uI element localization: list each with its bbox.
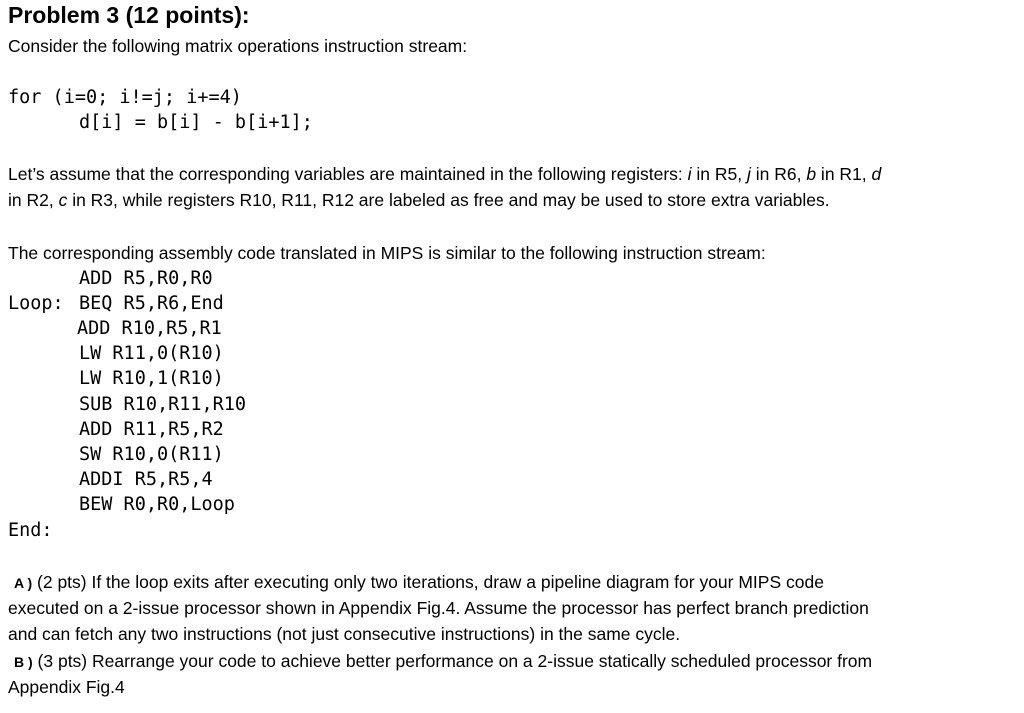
- question-a-line-2: executed on a 2-issue processor shown in Appendix Fig.4. Assume the processor has perfect branch prediction: [8, 598, 869, 618]
- registers-text: in R3, while registers R10, R11, R12 are labeled as free and may be used to store extra variables.: [67, 190, 830, 210]
- var-j: j: [746, 164, 751, 184]
- asm-instruction: LW R10,1(R10): [79, 368, 224, 389]
- var-b: b: [806, 164, 817, 184]
- registers-line-2: [8, 187, 830, 213]
- question-b-line-1: [8, 648, 1003, 675]
- problem-title: Problem 3 (12 points):: [8, 2, 250, 28]
- problem-intro: Consider the following matrix operations instruction stream:: [8, 36, 468, 56]
- registers-text: in R5,: [691, 164, 747, 184]
- registers-line-1: [8, 161, 881, 187]
- question-a-label: A ): [14, 575, 33, 591]
- question-b-line-2: Appendix Fig.4: [8, 677, 125, 697]
- asm-instruction: BEQ R5,R6,End: [79, 293, 224, 314]
- asm-instruction: ADDI R5,R5,4: [79, 469, 213, 490]
- asm-instruction: SUB R10,R11,R10: [79, 394, 247, 415]
- registers-text: Let’s assume that the corresponding variables are maintained in the following registers:: [8, 164, 688, 184]
- question-b-label: B ): [14, 654, 33, 670]
- question-a-line-3: and can fetch any two instructions (not just consecutive instructions) in the same cycle.: [8, 624, 681, 644]
- loop-label: Loop:: [8, 293, 64, 314]
- asm-instruction: BEW R0,R0,Loop: [79, 494, 235, 515]
- registers-text: in R2,: [8, 190, 59, 210]
- asm-instruction: LW R11,0(R10): [79, 343, 224, 364]
- var-i: i: [687, 164, 692, 184]
- question-a-line-1: [8, 569, 1003, 596]
- c-code-line-1: for (i=0; i!=j; i+=4): [8, 87, 242, 108]
- question-b-text: (3 pts) Rearrange your code to achieve better performance on a 2-issue statically scheduled processor from: [32, 651, 873, 671]
- asm-instruction: ADD R11,R5,R2: [79, 419, 224, 440]
- asm-instruction: ADD R5,R0,R0: [79, 268, 213, 289]
- assembly-intro: The corresponding assembly code translated in MIPS is similar to the following instruction stream:: [8, 243, 766, 263]
- asm-instruction: SW R10,0(R11): [79, 444, 224, 465]
- asm-instruction: ADD R10,R5,R1: [77, 318, 222, 339]
- registers-text: in R1,: [816, 164, 872, 184]
- var-c: c: [58, 190, 68, 210]
- var-d: d: [871, 164, 882, 184]
- question-a-text: (2 pts) If the loop exits after executing only two iterations, draw a pipeline diagram for your MIPS code: [32, 572, 824, 592]
- c-code-line-2: d[i] = b[i] - b[i+1];: [79, 112, 313, 133]
- end-label: End:: [8, 520, 53, 541]
- registers-text: in R6,: [750, 164, 807, 184]
